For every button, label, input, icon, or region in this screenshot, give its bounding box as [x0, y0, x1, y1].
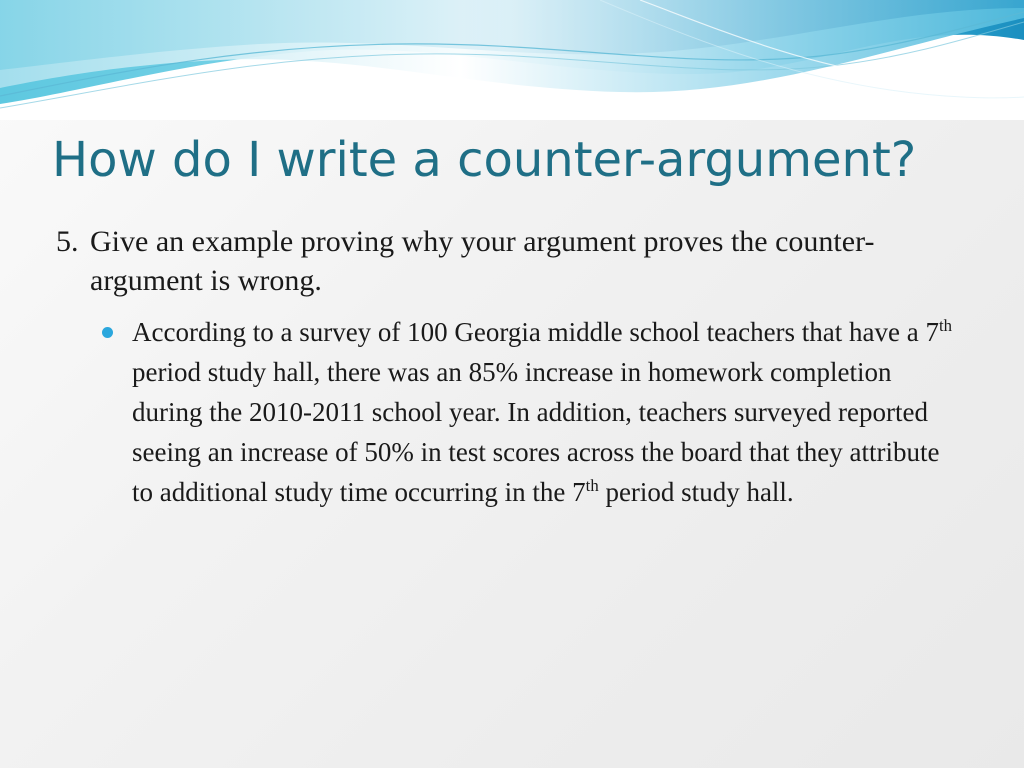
- list-marker-number: 5.: [56, 225, 79, 258]
- decorative-header-banner: [0, 0, 1024, 120]
- level2-text-part3: period study hall.: [598, 477, 794, 507]
- superscript-th-2: th: [585, 476, 599, 495]
- bullet-icon: [102, 312, 132, 338]
- level2-text-part2: period study hall, there was an 85% increase in homework completion during the 2010-2011 school year. In addition, teachers surveyed reported seeing an increase of 50% in test scores across the board that they attribute to additional study time occurring in the 7: [132, 357, 940, 507]
- superscript-th-1: th: [939, 316, 953, 335]
- list-item-level1-text: Give an example proving why your argument proves the counter-argument is wrong.: [90, 225, 875, 297]
- slide-body: [56, 222, 986, 512]
- list-item-level2-text: [132, 312, 962, 512]
- list-item-level2: [102, 312, 986, 512]
- list-item-level1: [56, 222, 986, 300]
- level2-text-part1: According to a survey of 100 Georgia middle school teachers that have a 7: [132, 317, 939, 347]
- slide-title: How do I write a counter-argument?: [52, 132, 917, 188]
- banner-wave-graphic: [0, 0, 1024, 120]
